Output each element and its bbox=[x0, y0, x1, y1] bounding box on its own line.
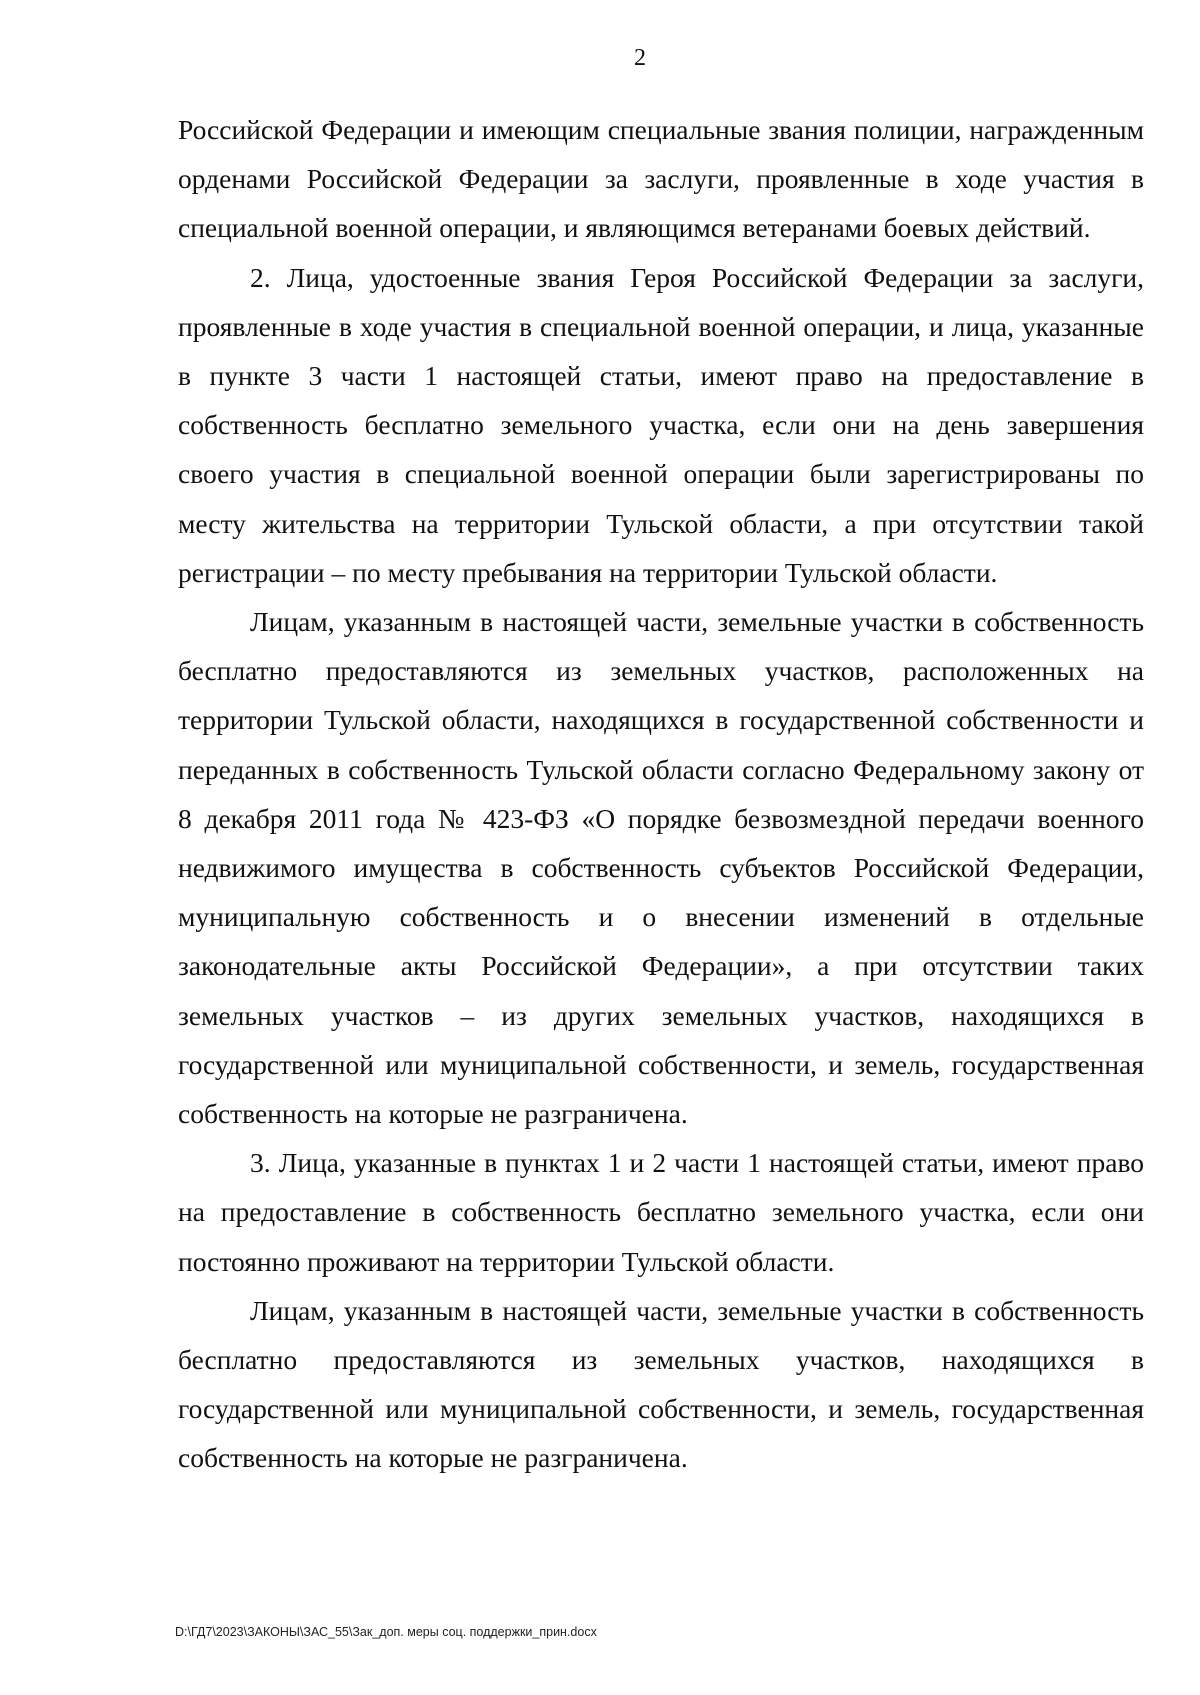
document-body bbox=[178, 105, 1144, 1483]
page-number: 2 bbox=[634, 45, 646, 71]
paragraph-continuation: Российской Федерации и имеющим специальные звания полиции, награжденным орденами Российской Федерации за заслуги, проявленные в ходе участия в специальной военной операции, и являющимся ветеранами боевых действий. bbox=[178, 114, 1144, 244]
paragraph-item-2: 2. Лица, удостоенные звания Героя Российской Федерации за заслуги, проявленные в ходе участия в специальной военной операции, и лица, указанные в пункте 3 части 1 настоящей статьи, имеют право на предоставление в собственность бесплатно земельного участка, если они на день завершения своего участия в специальной военной операции были зарегистрированы по месту жительства на территории Тульской области, а при отсутствии такой регистрации – по месту пребывания на территории Тульской области. bbox=[178, 261, 1144, 588]
file-path-footer: D:\ГД7\2023\ЗАКОНЫ\ЗАС_55\Зак_доп. меры соц. поддержки_прин.docx bbox=[175, 1625, 597, 1639]
paragraph-item-3: 3. Лица, указанные в пунктах 1 и 2 части 1 настоящей статьи, имеют право на предоставление в собственность бесплатно земельного участка, если они постоянно проживают на территории Тульской области. bbox=[178, 1147, 1144, 1277]
paragraph-item-2-lands: Лицам, указанным в настоящей части, земельные участки в собственность бесплатно предоставляются из земельных участков, расположенных на территории Тульской области, находящихся в государственной собственности и переданных в собственность Тульской области согласно Федеральному закону от 8 декабря 2011 года № 423-ФЗ «О порядке безвозмездной передачи военного недвижимого имущества в собственность субъектов Российской Федерации, муниципальную собственность и о внесении изменений в отдельные законодательные акты Российской Федерации», а при отсутствии таких земельных участков – из других земельных участков, находящихся в государственной или муниципальной собственности, и земель, государственная собственность на которые не разграничена. bbox=[178, 606, 1144, 1130]
paragraph-item-3-lands: Лицам, указанным в настоящей части, земельные участки в собственность бесплатно предоставляются из земельных участков, находящихся в государственной или муниципальной собственности, и земель, государственная собственность на которые не разграничена. bbox=[178, 1294, 1144, 1474]
